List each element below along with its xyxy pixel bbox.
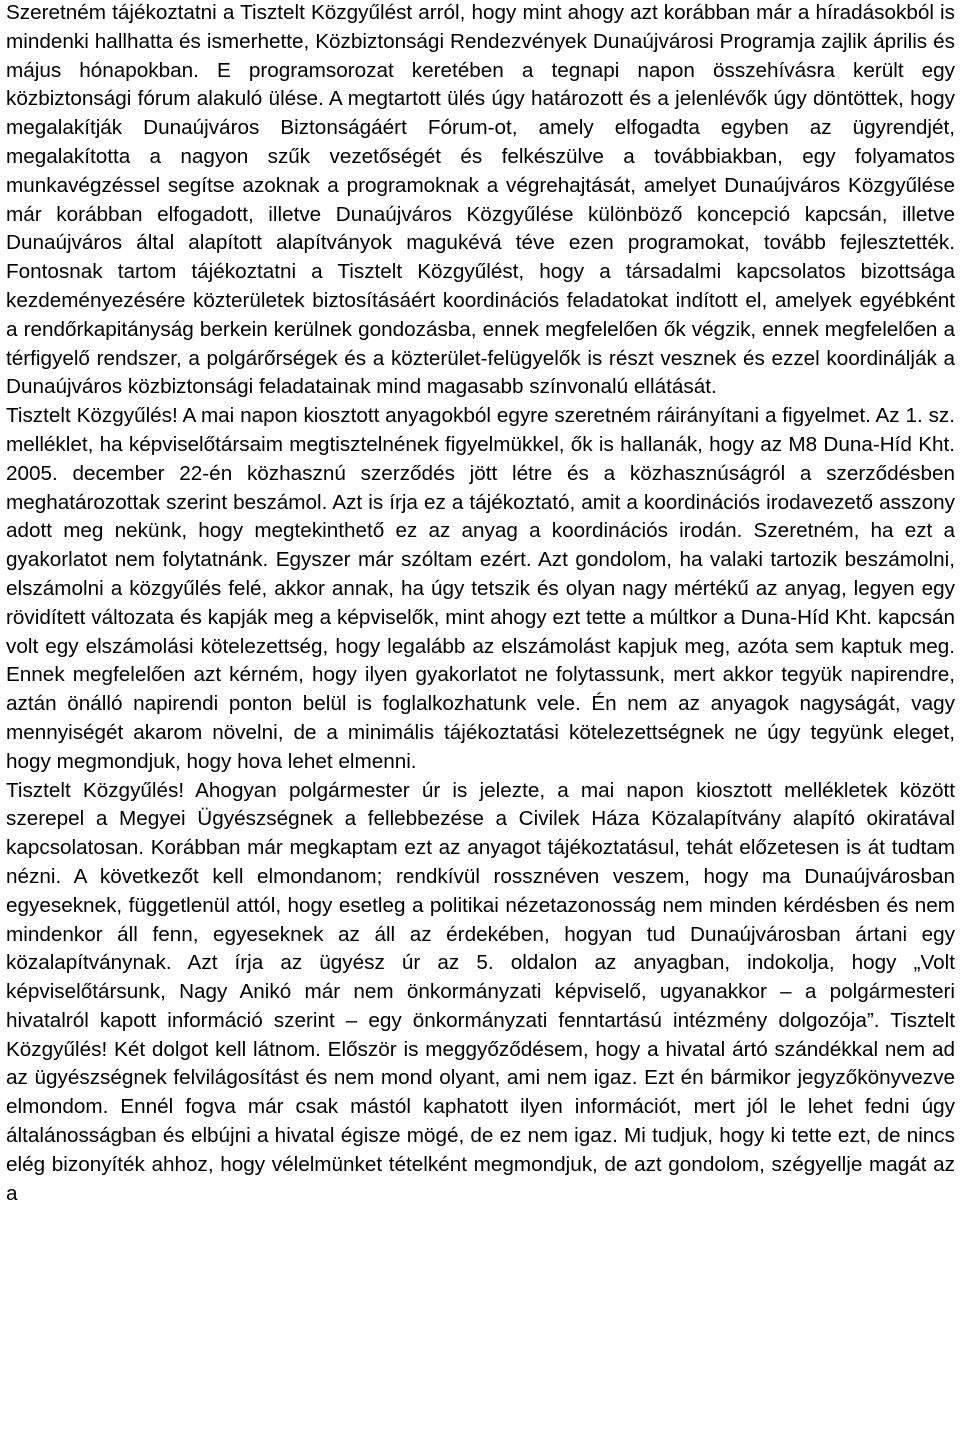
paragraph-duna-hid-report: Tisztelt Közgyűlés! A mai napon kiosztott anyagokból egyre szeretném ráirányítani a figyelmet. Az 1. sz. melléklet, ha képviselőtársaim megtisztelnének figyelmükkel, ők is hallanák, hogy az M8 Duna-Híd Kht. 2005. december 22-én közhasznú szerződés jött létre és a közhasznúságról a szerződésben meghatározottak szerint beszámol. Azt is írja ez a tájékoztató, amit a koordinációs irodavezető asszony adott meg nekünk, hogy megtekinthető ez az anyag a koordinációs irodán. Szeretném, ha ezt a gyakorlatot nem folytatnánk. Egyszer már szóltam ezért. Azt gondolom, ha valaki tartozik beszámolni, elszámolni a közgyűlés felé, akkor annak, ha úgy tetszik és olyan nagy mértékű az anyag, legyen egy rövidített változata és kapják meg a képviselők, mint ahogy ezt tette a múltkor a Duna-Híd Kht. kapcsán volt egy elszámolási kötelezettség, hogy legalább az elszámolást kapjuk meg, azóta sem kaptuk meg. Ennek megfelelően azt kérném, hogy ilyen gyakorlatot ne folytassunk, mert akkor tegyük napirendre, aztán önálló napirendi ponton belül is foglalkozhatunk vele. Én nem az anyagok nagyságát, vagy mennyiségét akarom növelni, de a minimális tájékoztatási kötelezettségnek ne úgy tegyünk eleget, hogy megmondjuk, hogy hova lehet elmenni. (6, 404, 955, 773)
paragraph-public-safety-forum: Szeretném tájékoztatni a Tisztelt Közgyűlést arról, hogy mint ahogy azt korábban már a híradásokból is mindenki hallhatta és ismerhette, Közbiztonsági Rendezvények Dunaújvárosi Programja zajlik április és május hónapokban. E programsorozat keretében a tegnapi napon összehívásra került egy közbiztonsági fórum alakuló ülése. A megtartott ülés úgy határozott és a jelenlévők úgy döntöttek, hogy megalakítják Dunaújváros Biztonságáért Fórum-ot, amely elfogadta egyben az ügyrendjét, megalakította a nagyon szűk vezetőségét és felkészülve a továbbiakban, egy folyamatos munkavégzéssel segítse azoknak a programoknak a végrehajtását, amelyet Dunaújváros Közgyűlése már korábban elfogadott, illetve Dunaújváros Közgyűlése különböző koncepció kapcsán, illetve Dunaújváros által alapított alapítványok magukévá téve ezen programokat, tovább fejlesztették. Fontosnak tartom tájékoztatni a Tisztelt Közgyűlést, hogy a társadalmi kapcsolatos bizottsága kezdeményezésére közterületek biztosításáért koordinációs feladatokat indított el, amelyek egyébként a rendőrkapitányság berkein kerülnek gondozásba, ennek megfelelően ők végzik, ennek megfelelően a térfigyelő rendszer, a polgárőrségek és a közterület-felügyelők is részt vesznek és ezzel koordinálják a Dunaújváros közbiztonsági feladatainak mind magasabb színvonalú ellátását. (6, 1, 955, 399)
paragraph-civilek-haza-appeal: Tisztelt Közgyűlés! Ahogyan polgármester úr is jelezte, a mai napon kiosztott mellékletek között szerepel a Megyei Ügyészségnek a fellebbezése a Civilek Háza Közalapítvány alapító okiratával kapcsolatosan. Korábban már megkaptam ezt az anyagot tájékoztatásul, tehát előzetesen is át tudtam nézni. A következőt kell elmondanom; rendkívül rossznéven veszem, hogy ma Dunaújvárosban egyeseknek, függetlenül attól, hogy esetleg a politikai nézetazonosság nem minden kérdésben és nem mindenkor áll fenn, egyeseknek az áll az érdekében, hogyan tud Dunaújvárosban ártani egy közalapítványnak. Azt írja az ügyész úr az 5. oldalon az anyagban, indokolja, hogy „Volt képviselőtársunk, Nagy Anikó már nem önkormányzati képviselő, ugyanakkor – a polgármesteri hivatalról kapott információ szerint – egy önkormányzati fenntartású intézmény dolgozója”. Tisztelt Közgyűlés! Két dolgot kell látnom. Először is meggyőződésem, hogy a hivatal ártó szándékkal nem ad az ügyészségnek felvilágosítást és nem mond olyant, ami nem igaz. Ezt én bármikor jegyzőkönyvezve elmondom. Ennél fogva már csak mástól kaphatott ilyen információt, mert jól le lehet fedni úgy általánosságban és elbújni a hivatal égisze mögé, de ez nem igaz. Mi tudjuk, hogy ki tette ezt, de nincs elég bizonyíték ahhoz, hogy vélelmünket tételként megmondjuk, de azt gondolom, szégyellje magát az a (6, 778, 955, 1205)
